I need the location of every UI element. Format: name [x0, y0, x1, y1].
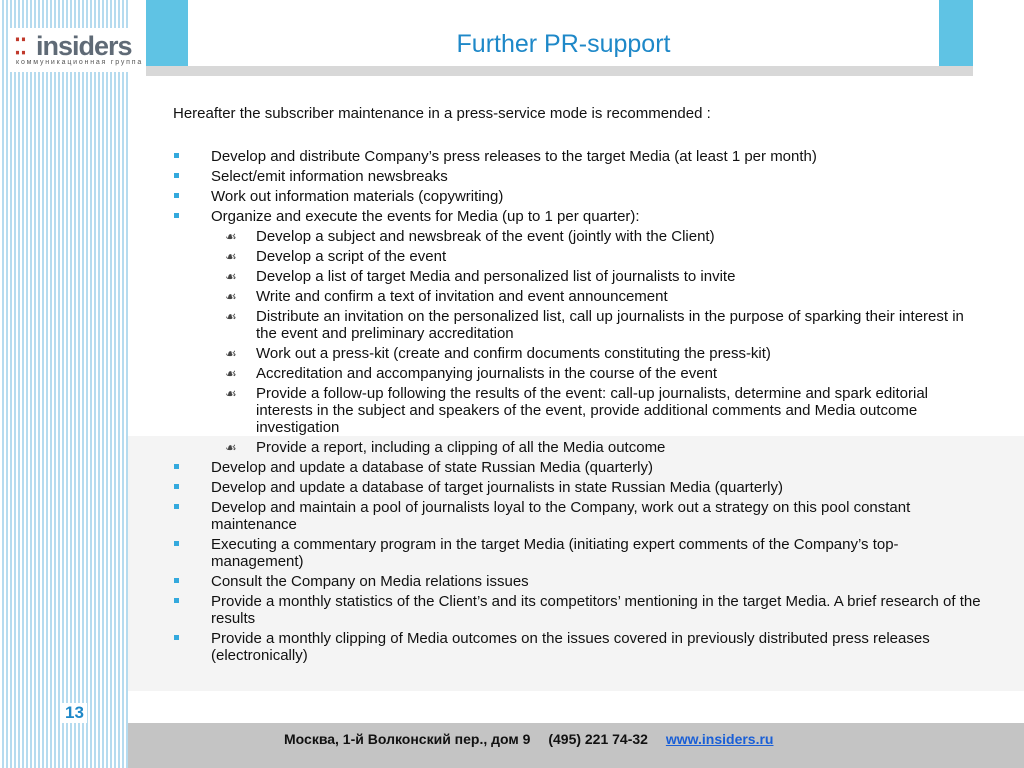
list-item-text: Develop and maintain a pool of journalists loyal to the Company, work out a strategy on this pool constant maintenance: [211, 499, 911, 533]
fleuron-bullet-icon: ☙: [225, 347, 237, 362]
sub-list-item: [211, 248, 988, 265]
footer-address: Москва, 1-й Волконский пер., дом 9: [284, 731, 531, 747]
square-bullet-icon: [174, 598, 179, 603]
square-bullet-icon: [174, 504, 179, 509]
square-bullet-icon: [174, 464, 179, 469]
square-bullet-icon: [174, 173, 179, 178]
list-item-text: Provide a monthly statistics of the Client’s and its competitors’ mentioning in the target Media. A brief research of the results: [211, 593, 981, 627]
sub-list-item: [211, 365, 988, 382]
sub-list-item: [211, 385, 988, 436]
logo-mark-icon: ⁚⁚: [14, 34, 26, 59]
fleuron-bullet-icon: ☙: [225, 310, 237, 325]
sub-list-item-text: Develop a script of the event: [256, 248, 447, 265]
fleuron-bullet-icon: ☙: [225, 250, 237, 265]
square-bullet-icon: [174, 578, 179, 583]
fleuron-bullet-icon: ☙: [225, 290, 237, 305]
fleuron-bullet-icon: ☙: [225, 367, 237, 382]
fleuron-bullet-icon: ☙: [225, 387, 237, 402]
square-bullet-icon: [174, 213, 179, 218]
sub-bullet-list: [211, 228, 988, 456]
list-item-text: Provide a monthly clipping of Media outcomes on the issues covered in previously distributed press releases (electronically): [211, 630, 930, 664]
sub-list-item-text: Provide a report, including a clipping of all the Media outcome: [256, 439, 666, 456]
sub-list-item: [211, 345, 988, 362]
left-striped-bar: [0, 0, 128, 768]
list-item: [173, 188, 988, 205]
sub-list-item: [211, 268, 988, 285]
header-accent-left: [146, 0, 188, 66]
sub-list-item-text: Write and confirm a text of invitation and event announcement: [256, 288, 668, 305]
intro-text: Hereafter the subscriber maintenance in a press-service mode is recommended :: [173, 105, 711, 122]
list-item-text: Develop and update a database of target journalists in state Russian Media (quarterly): [211, 479, 783, 496]
footer: [128, 723, 1024, 768]
sub-list-item: [211, 439, 988, 456]
logo-tagline: коммуникационная группа: [16, 59, 144, 66]
list-item-text: Executing a commentary program in the target Media (initiating expert comments of the Company’s top-management): [211, 536, 899, 570]
list-item-text: Select/emit information newsbreaks: [211, 168, 448, 185]
square-bullet-icon: [174, 635, 179, 640]
square-bullet-icon: [174, 193, 179, 198]
fleuron-bullet-icon: ☙: [225, 441, 237, 456]
list-item-text: Consult the Company on Media relations issues: [211, 573, 529, 590]
sub-list-item-text: Accreditation and accompanying journalists in the course of the event: [256, 365, 718, 382]
list-item-text: Work out information materials (copywriting): [211, 188, 504, 205]
sub-list-item-text: Provide a follow-up following the results of the event: call-up journalists, determine and spark editorial interests in the subject and speakers of the event, provide additional comments and Media outcome investigation: [256, 385, 929, 436]
fleuron-bullet-icon: ☙: [225, 270, 237, 285]
sub-list-item: [211, 228, 988, 245]
page-number: 13: [62, 703, 87, 723]
list-item: [173, 208, 988, 456]
slide-title: Further PR-support: [456, 30, 671, 58]
header-accent-right: [939, 0, 973, 66]
list-item: [173, 630, 988, 664]
bullet-list: [173, 148, 988, 664]
footer-phone: (495) 221 74-32: [548, 731, 648, 747]
sub-list-item-text: Develop a list of target Media and personalized list of journalists to invite: [256, 268, 736, 285]
sub-list-item: [211, 308, 988, 342]
footer-separator: [128, 712, 1024, 723]
logo: [10, 28, 144, 72]
footer-contacts: [284, 731, 787, 747]
logo-brand: insiders: [36, 31, 132, 61]
list-item: [173, 148, 988, 165]
footer-website-link[interactable]: www.insiders.ru: [665, 731, 774, 747]
square-bullet-icon: [174, 484, 179, 489]
list-item-text: Develop and update a database of state Russian Media (quarterly): [211, 459, 653, 476]
list-item: [173, 499, 988, 533]
list-item: [173, 573, 988, 590]
slide-content: [173, 105, 988, 667]
sub-list-item-text: Work out a press-kit (create and confirm documents constituting the press-kit): [256, 345, 771, 362]
square-bullet-icon: [174, 153, 179, 158]
list-item: [173, 459, 988, 476]
sub-list-item-text: Distribute an invitation on the personalized list, call up journalists in the purpose of sparking their interest in the event and preliminary accreditation: [256, 308, 964, 342]
list-item: [173, 168, 988, 185]
sub-list-item: [211, 288, 988, 305]
list-item: [173, 536, 988, 570]
square-bullet-icon: [174, 541, 179, 546]
sub-list-item-text: Develop a subject and newsbreak of the event (jointly with the Client): [256, 228, 715, 245]
list-item: [173, 593, 988, 627]
list-item-text: Organize and execute the events for Media (up to 1 per quarter):: [211, 208, 640, 225]
list-item-text: Develop and distribute Company’s press releases to the target Media (at least 1 per month): [211, 148, 817, 165]
fleuron-bullet-icon: ☙: [225, 230, 237, 245]
list-item: [173, 479, 988, 496]
